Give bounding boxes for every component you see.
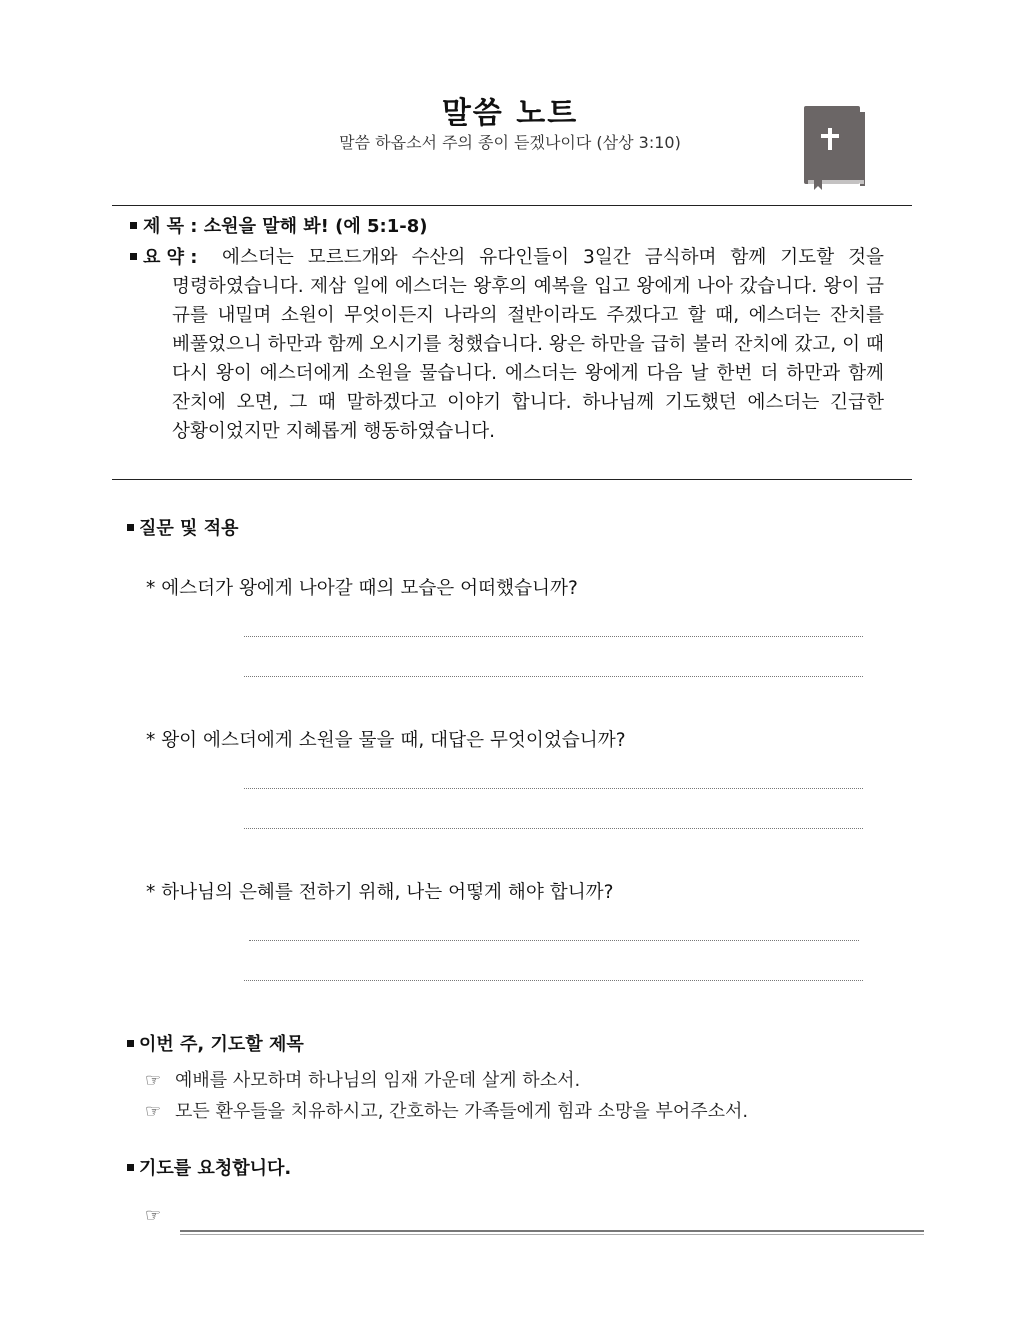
request-heading: 기도를 요청합니다. (127, 1154, 291, 1180)
request-write-line[interactable] (180, 1230, 924, 1235)
top-divider (112, 205, 912, 206)
answer-line[interactable] (244, 828, 863, 829)
sermon-title-row (130, 212, 427, 238)
summary-text: 에스더는 모르드개와 수산의 유다인들이 3일간 금식하며 함께 기도할 것을 명령하였습니다. 제삼 일에 에스더는 왕후의 예복을 입고 왕에게 나아 갔습니다. 왕이 금 규를 내밀며 소원이 무엇이든지 나라의 절반이라도 주겠다고 할 때, 에스더는 잔치를 베풀었으니 하만과 함께 오시기를 청했습니다. 왕은 하만을 급히 불러 잔치에 갔고, 이 때 다시 왕이 에스더에게 소원을 물습니다. 에스더는 왕에게 다음 날 한번 더 하만과 함께 잔치에 오면, 그 때 말하겠다고 이야기 합니다. 하나님께 기도했던 에스더는 긴급한 상황이었지만 지혜롭게 행동하였습니다. (172, 247, 884, 442)
answer-line[interactable] (244, 676, 863, 677)
pointing-hand-icon: ☞ (145, 1070, 162, 1091)
bible-icon (802, 104, 866, 190)
question-1: * 에스더가 왕에게 나아갈 때의 모습은 어떠했습니까? (146, 578, 578, 599)
bullet-square-icon (127, 1164, 134, 1171)
answer-line[interactable] (244, 980, 863, 981)
answer-line[interactable] (244, 636, 863, 637)
prayer-heading: 이번 주, 기도할 제목 (127, 1030, 304, 1056)
answer-line[interactable] (244, 788, 863, 789)
pointing-hand-icon: ☞ (145, 1205, 162, 1226)
bullet-square-icon (127, 1040, 134, 1047)
bullet-square-icon (127, 524, 134, 531)
page-subtitle: 말씀 하옵소서 주의 종이 듣겠나이다 (삼상 3:10) (339, 133, 681, 152)
pointing-hand-icon: ☞ (145, 1101, 162, 1122)
prayer-item: ☞ 모든 환우들을 치유하시고, 간호하는 가족들에게 힘과 소망을 부어주소서. (145, 1101, 749, 1122)
question-2: * 왕이 에스더에게 소원을 물을 때, 대답은 무엇이었습니까? (146, 730, 626, 751)
title-label: 제 목 : (143, 216, 198, 237)
prayer-item: ☞ 예배를 사모하며 하나님의 임재 가운데 살게 하소서. (145, 1070, 581, 1091)
bullet-square-icon (130, 253, 137, 260)
answer-line[interactable] (249, 940, 859, 941)
page-title: 말씀 노트 (441, 96, 579, 131)
bottom-divider (112, 479, 912, 480)
title-value: 소원을 말해 봐! (에 5:1-8) (203, 216, 428, 237)
questions-heading: 질문 및 적용 (127, 514, 238, 540)
summary-label: 요 약 : (143, 247, 198, 268)
question-3: * 하나님의 은혜를 전하기 위해, 나는 어떻게 해야 합니까? (146, 882, 614, 903)
bullet-square-icon (130, 222, 137, 229)
